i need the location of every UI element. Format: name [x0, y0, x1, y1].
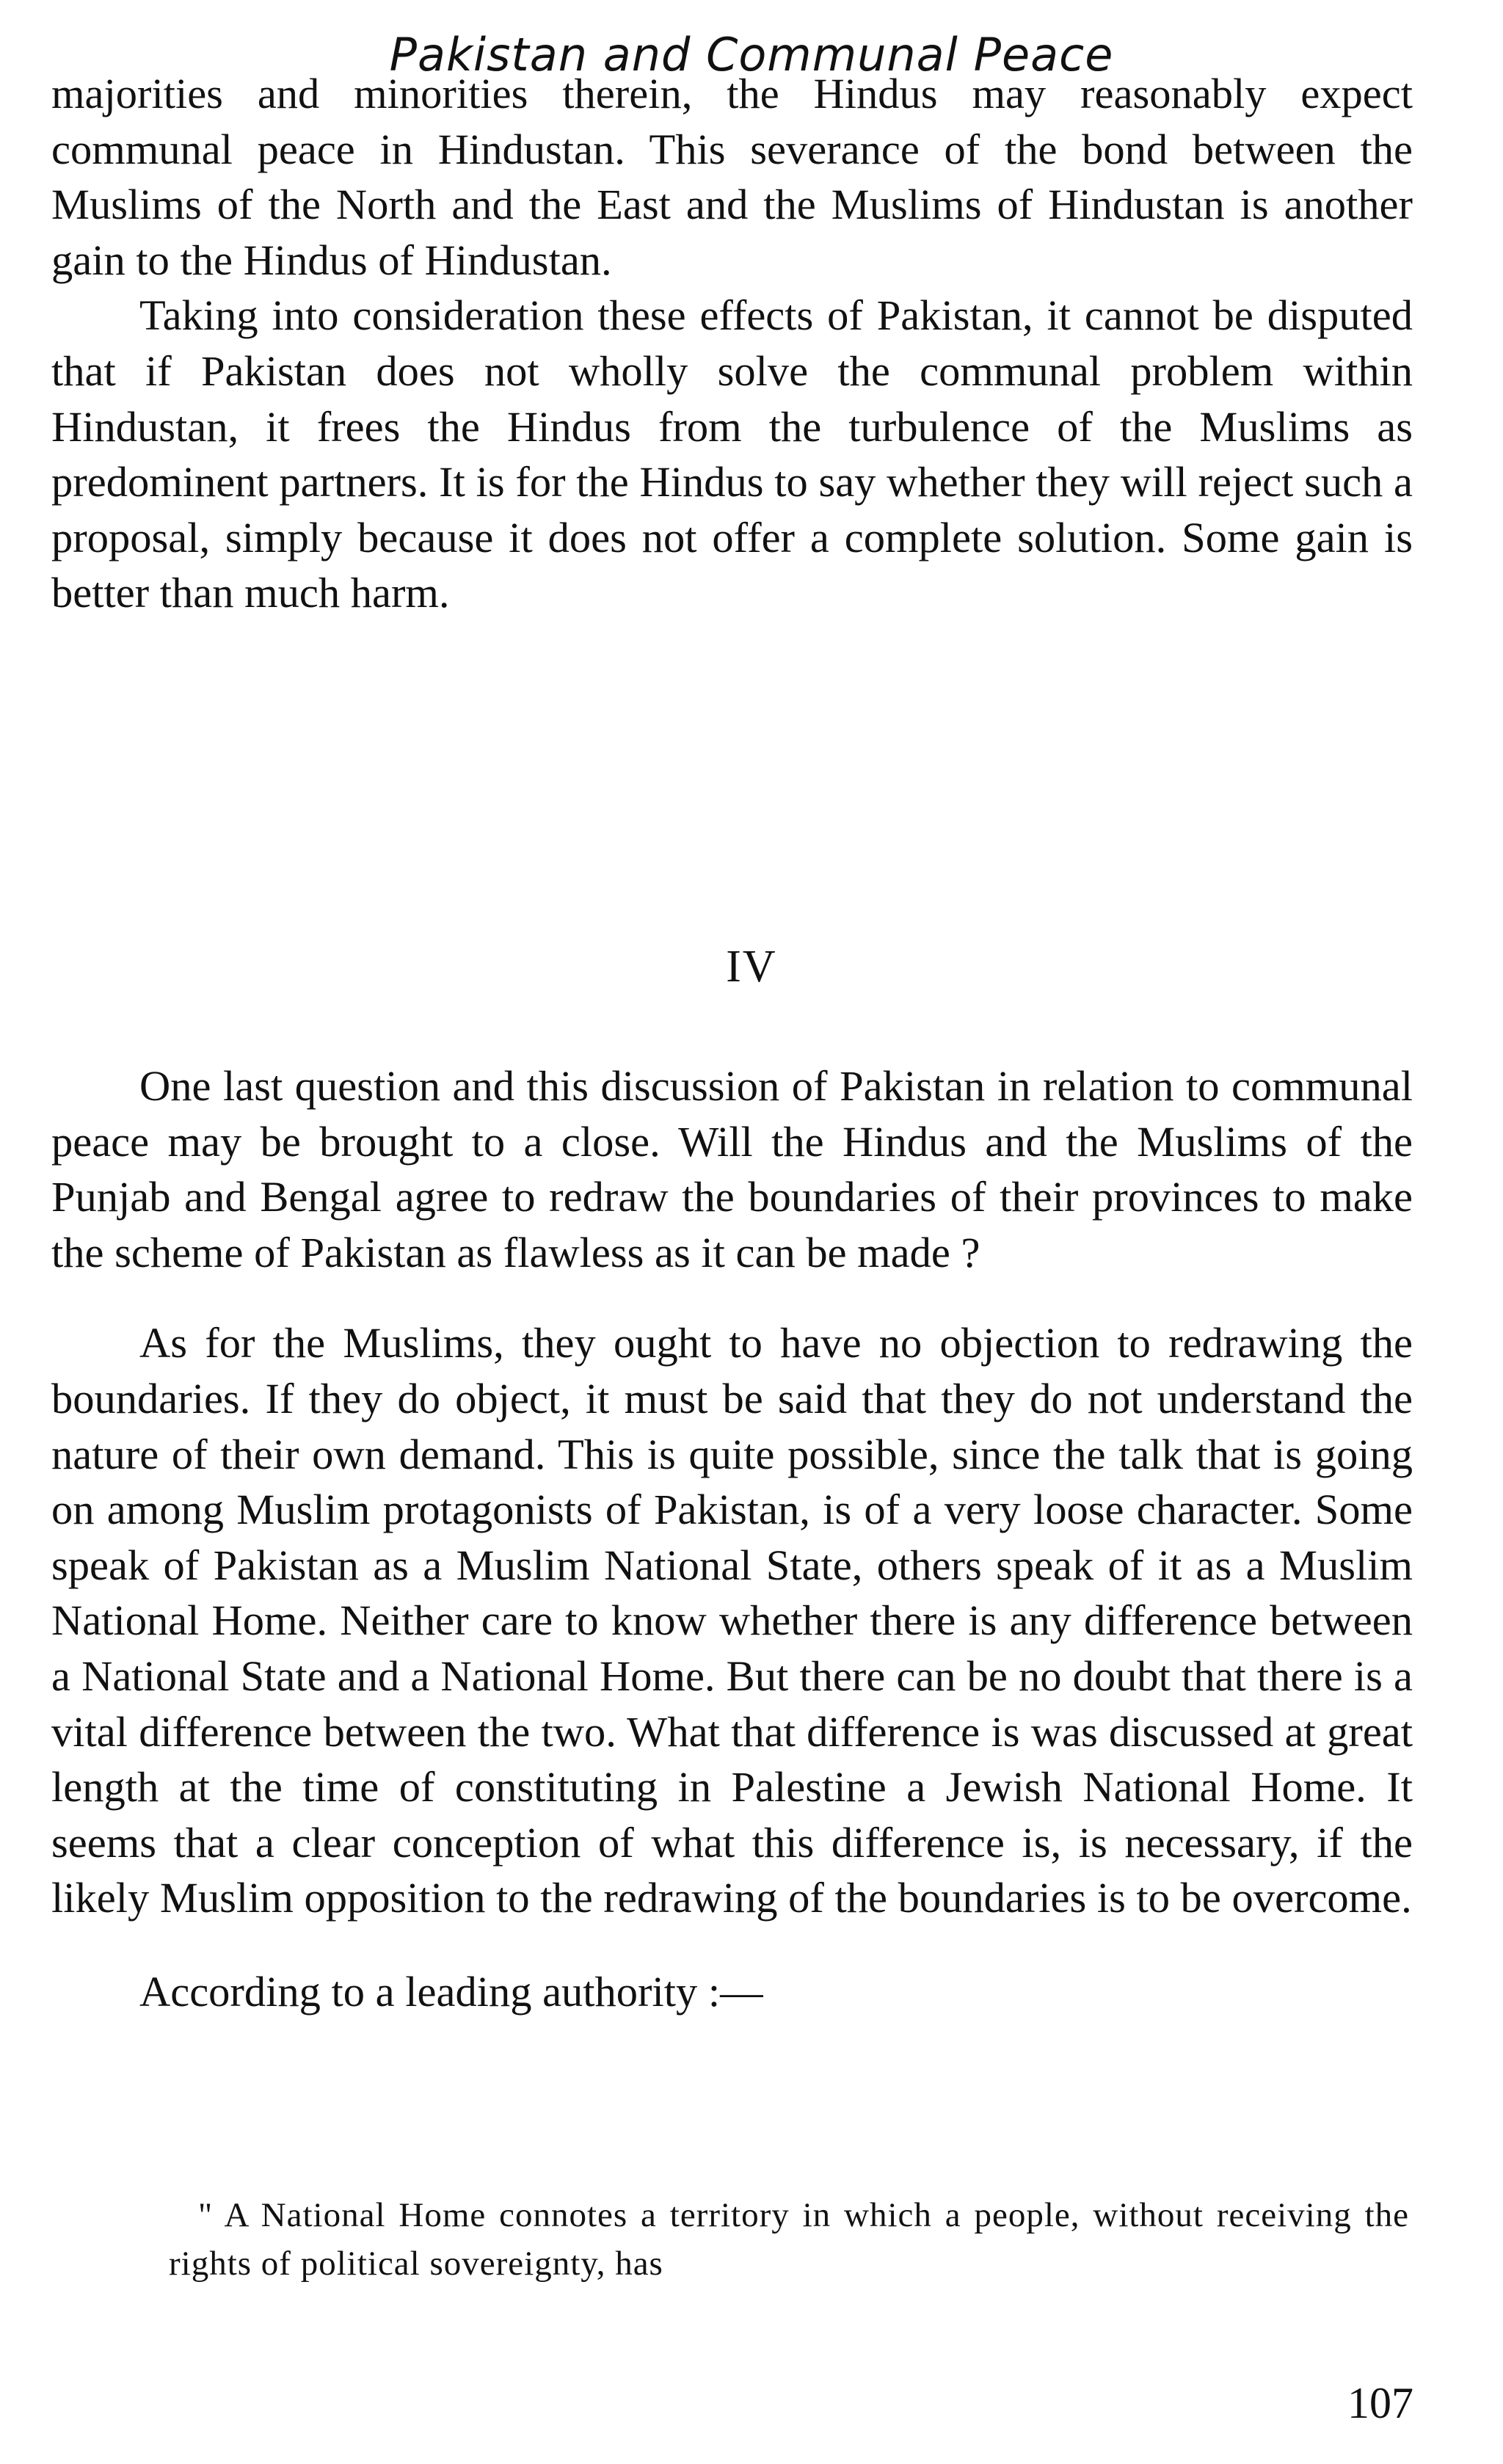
section-heading: IV [726, 942, 777, 992]
paragraph-continuation: majorities and minorities therein, the Hindus may reasonably expect communal peace in Hindustan. This severance of the bond between the Muslims of the North and the East and the Muslims of Hindustan is another gain to the Hindus of Hindustan. [51, 70, 1413, 284]
paragraph: Taking into consideration these effects of Pakistan, it cannot be disputed that if Pakistan does not wholly solve the communal problem within Hindustan, it frees the Hindus from the turbulence of the Muslims as predominent partners. It is for the Hindus to say whether they will reject such a proposal, simply because it does not offer a complete solution. Some gain is better than much harm. [51, 291, 1413, 617]
text-block-top [51, 66, 1413, 621]
paragraph: One last question and this discussion of Pakistan in relation to communal peace may be brought to a close. Will the Hindus and the Muslims of the Punjab and Bengal agree to redraw the boundaries of their provinces to make the scheme of Pakistan as flawless as it can be made ? [51, 1062, 1413, 1276]
text-block-section [51, 1058, 1413, 2020]
block-quote [169, 2191, 1409, 2288]
quote-text: " A National Home connotes a territory in which a people, without receiving the rights of political sovereignty, has [169, 2196, 1409, 2283]
page-number: 107 [1347, 2379, 1413, 2427]
paragraph: As for the Muslims, they ought to have no objection to redrawing the boundaries. If they do object, it must be said that they do not understand the nature of their own demand. This is quite possible, since the talk that is going on among Muslim protagonists of Pakistan, is of a very loose character. Some speak of Pakistan as a Muslim National State, others speak of it as a Muslim National Home. Neither care to know whether there is any difference between a National State and a National Home. But there can be no doubt that there is a vital difference between the two. What that difference is was discussed at great length at the time of constituting in Palestine a Jewish National Home. It seems that a clear conception of what this difference is, is necessary, if the likely Muslim opposition to the redrawing of the boundaries is to be overcome. [51, 1319, 1413, 1922]
running-head: Pakistan and Communal Peace [389, 28, 1114, 81]
paragraph: According to a leading authority :— [139, 1967, 763, 2016]
